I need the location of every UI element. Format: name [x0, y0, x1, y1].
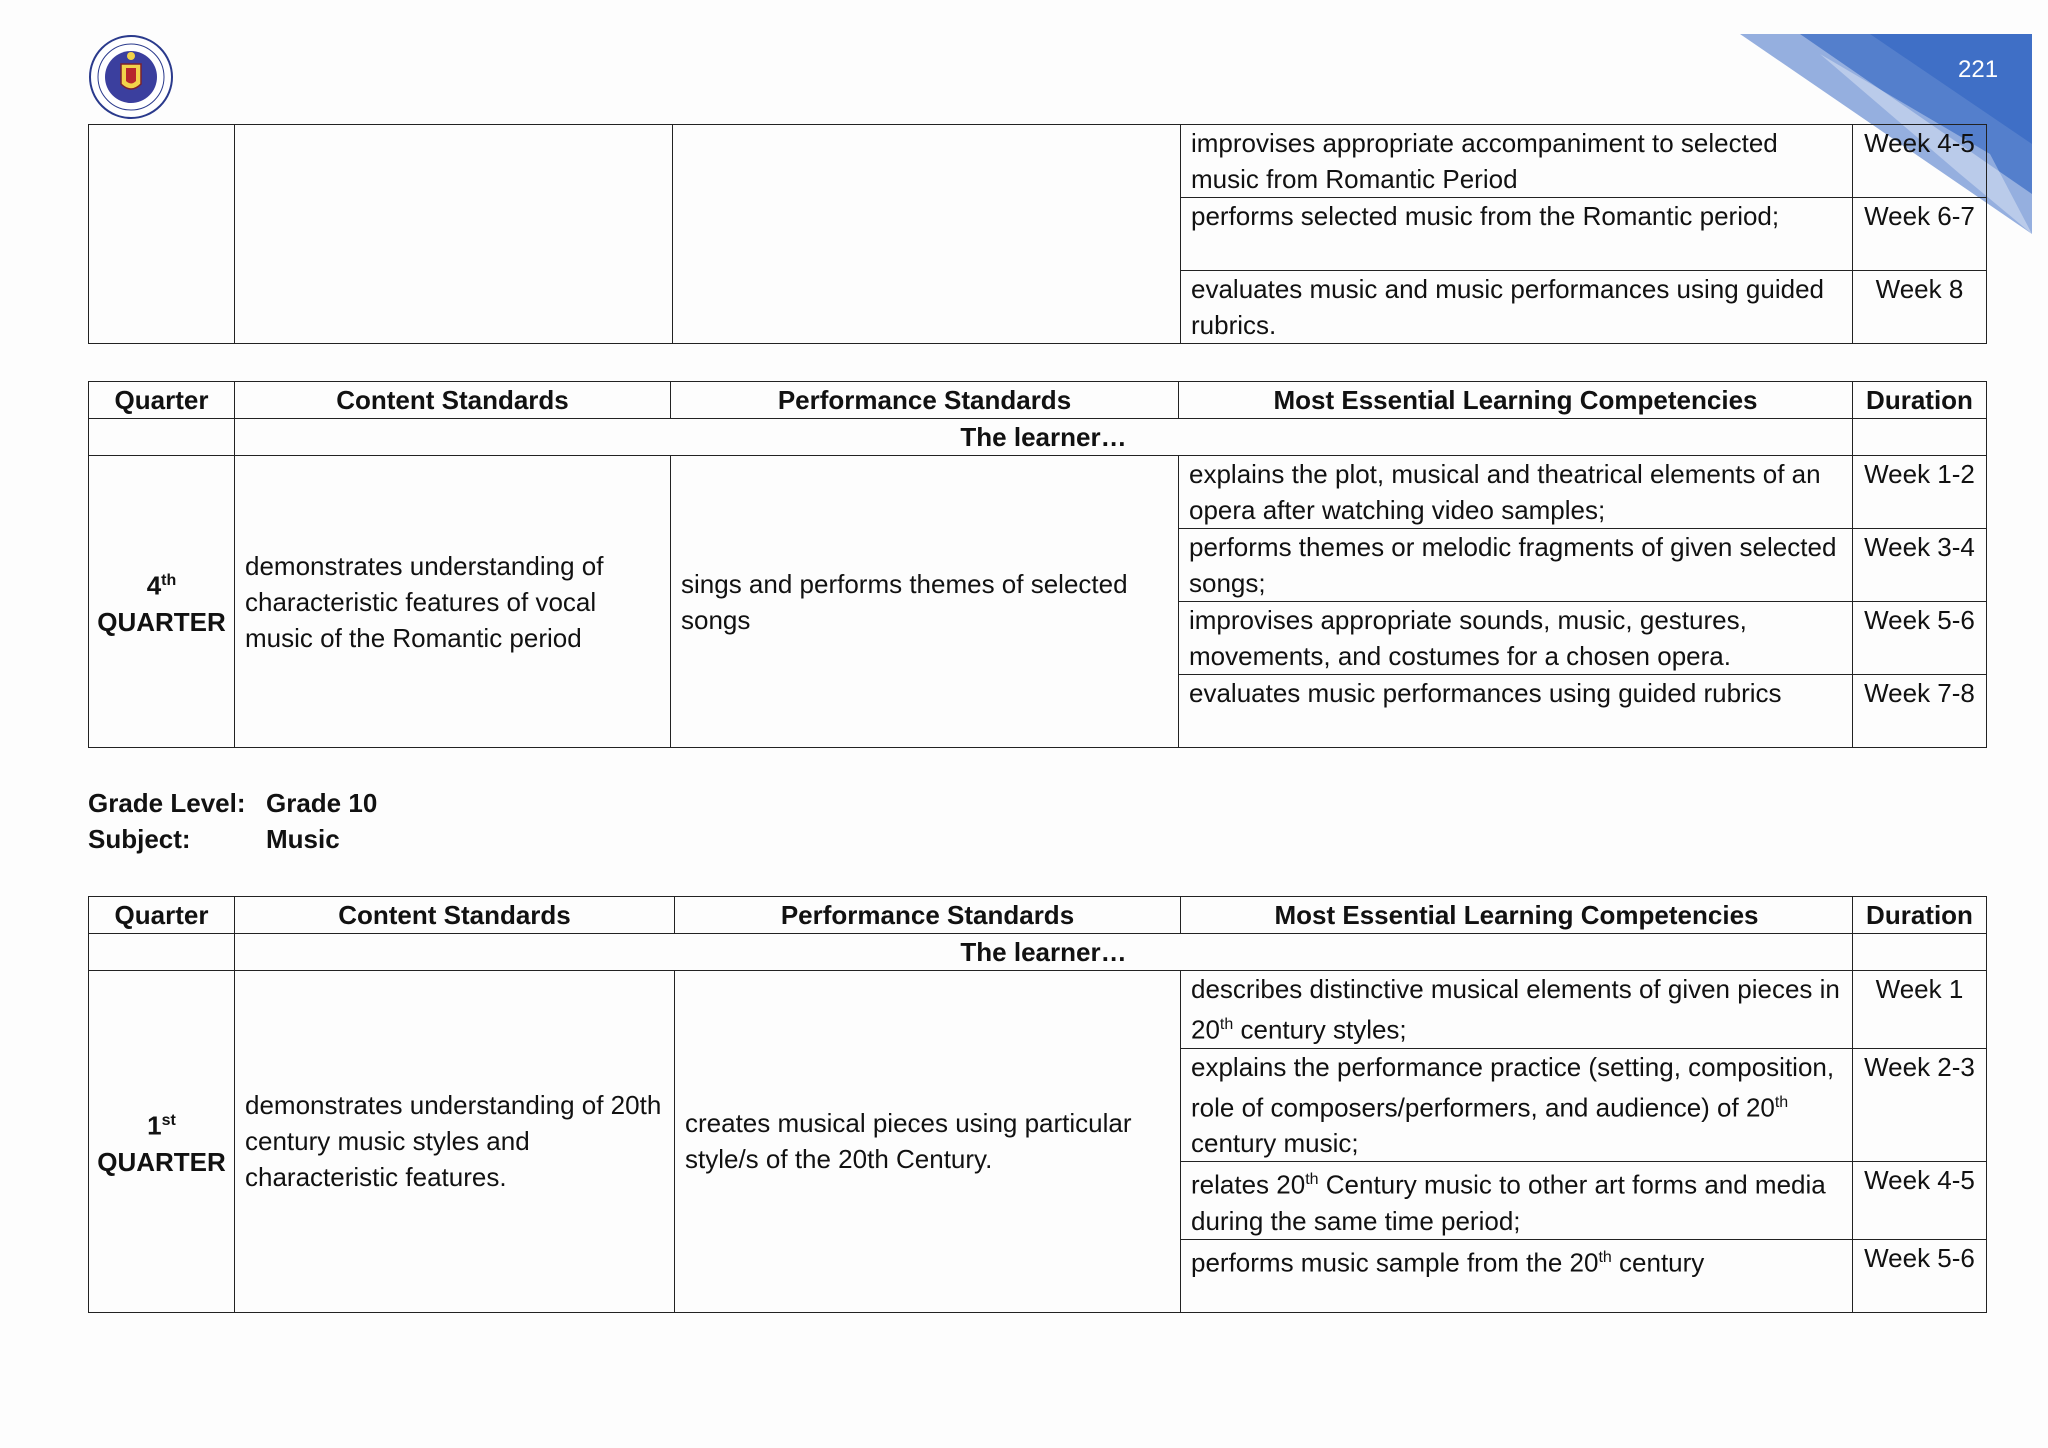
- content-standards-cell: demonstrates understanding of characteristic features of vocal music of the Romantic period: [235, 456, 671, 748]
- quarter-cell: [89, 125, 235, 344]
- performance-standards-cell: sings and performs themes of selected songs: [671, 456, 1179, 748]
- duration-cell: Week 4-5: [1853, 1162, 1987, 1240]
- competency-text: Century music to other art forms and media during the same time period;: [1191, 1169, 1826, 1236]
- competency-cell: evaluates music performances using guided rubrics: [1179, 675, 1853, 748]
- duration-cell: Week 1: [1853, 971, 1987, 1049]
- competency-text: relates 20: [1191, 1169, 1306, 1200]
- table-row: [89, 456, 1987, 529]
- header-duration: Duration: [1853, 897, 1987, 934]
- quarter-word: QUARTER: [97, 606, 226, 637]
- duration-cell: Week 3-4: [1853, 529, 1987, 602]
- header-competencies: Most Essential Learning Competencies: [1181, 897, 1853, 934]
- subject-value: Music: [266, 824, 340, 854]
- learner-row: [89, 419, 1987, 456]
- duration-cell: Week 7-8: [1853, 675, 1987, 748]
- competency-cell: [1181, 1239, 1853, 1312]
- header-content-standards: Content Standards: [235, 897, 675, 934]
- learner-label: The learner…: [235, 934, 1853, 971]
- competency-text: century: [1611, 1247, 1705, 1278]
- competency-cell: [1181, 971, 1853, 1049]
- header-competencies: Most Essential Learning Competencies: [1179, 382, 1853, 419]
- empty-cell: [89, 419, 235, 456]
- header-content-standards: Content Standards: [235, 382, 671, 419]
- subject-label: Subject:: [88, 824, 191, 854]
- competency-cell: explains the plot, musical and theatrical elements of an opera after watching video samples;: [1179, 456, 1853, 529]
- competency-cell: performs selected music from the Romantic period;: [1181, 198, 1853, 271]
- grade-level-label: Grade Level:: [88, 788, 246, 818]
- quarter-label: [89, 971, 235, 1313]
- duration-cell: Week 1-2: [1853, 456, 1987, 529]
- competency-cell: improvises appropriate sounds, music, gestures, movements, and costumes for a chosen opera.: [1179, 602, 1853, 675]
- learner-label: The learner…: [235, 419, 1853, 456]
- competency-text: explains the performance practice (setting, composition, role of composers/performers, and audience) of 20: [1191, 1051, 1835, 1123]
- header-quarter: Quarter: [89, 897, 235, 934]
- performance-standards-cell: creates musical pieces using particular style/s of the 20th Century.: [675, 971, 1181, 1313]
- empty-cell: [1853, 419, 1987, 456]
- duration-cell: Week 2-3: [1853, 1048, 1987, 1162]
- page-number: 221: [1958, 56, 1999, 83]
- competency-text: century music;: [1191, 1128, 1359, 1159]
- duration-cell: Week 4-5: [1853, 125, 1987, 198]
- competency-cell: [1181, 1048, 1853, 1162]
- header-row: [89, 897, 1987, 934]
- superscript: th: [1774, 1093, 1789, 1111]
- table-1st-quarter: [88, 896, 1987, 1313]
- competency-cell: evaluates music and music performances using guided rubrics.: [1181, 271, 1853, 344]
- duration-cell: Week 5-6: [1853, 1239, 1987, 1312]
- competency-cell: [1181, 1162, 1853, 1240]
- competency-text: century styles;: [1233, 1014, 1407, 1045]
- superscript: th: [1219, 1016, 1234, 1033]
- quarter-suffix: th: [161, 572, 177, 590]
- header-performance-standards: Performance Standards: [671, 382, 1179, 419]
- content-standards-cell: demonstrates understanding of 20th century music styles and characteristic features.: [235, 971, 675, 1313]
- subject-line: [88, 824, 340, 855]
- deped-seal-logo: [88, 34, 174, 120]
- superscript: th: [1598, 1248, 1612, 1266]
- competency-text: performs music sample from the 20: [1191, 1247, 1599, 1278]
- competency-cell: improvises appropriate accompaniment to selected music from Romantic Period: [1181, 125, 1853, 198]
- duration-cell: Week 8: [1853, 271, 1987, 344]
- quarter-suffix: st: [161, 1112, 176, 1130]
- competency-text: describes distinctive musical elements of given pieces in 20: [1191, 974, 1840, 1045]
- empty-cell: [1853, 934, 1987, 971]
- content-standards-cell: [235, 125, 673, 344]
- performance-standards-cell: [673, 125, 1181, 344]
- quarter-label: [89, 456, 235, 748]
- quarter-number: 4: [146, 570, 162, 601]
- grade-level-line: [88, 788, 377, 819]
- grade-level-value: Grade 10: [266, 788, 378, 818]
- table-continued: [88, 124, 1987, 344]
- quarter-word: QUARTER: [97, 1146, 226, 1177]
- header-quarter: Quarter: [89, 382, 235, 419]
- header-duration: Duration: [1853, 382, 1987, 419]
- duration-cell: Week 5-6: [1853, 602, 1987, 675]
- table-row: [89, 125, 1987, 198]
- table-row: [89, 971, 1987, 1049]
- empty-cell: [89, 934, 235, 971]
- table-4th-quarter: [88, 381, 1987, 748]
- header-row: [89, 382, 1987, 419]
- competency-cell: performs themes or melodic fragments of given selected songs;: [1179, 529, 1853, 602]
- learner-row: [89, 934, 1987, 971]
- header-performance-standards: Performance Standards: [675, 897, 1181, 934]
- quarter-number: 1: [147, 1110, 162, 1141]
- duration-cell: Week 6-7: [1853, 198, 1987, 271]
- superscript: th: [1305, 1171, 1319, 1189]
